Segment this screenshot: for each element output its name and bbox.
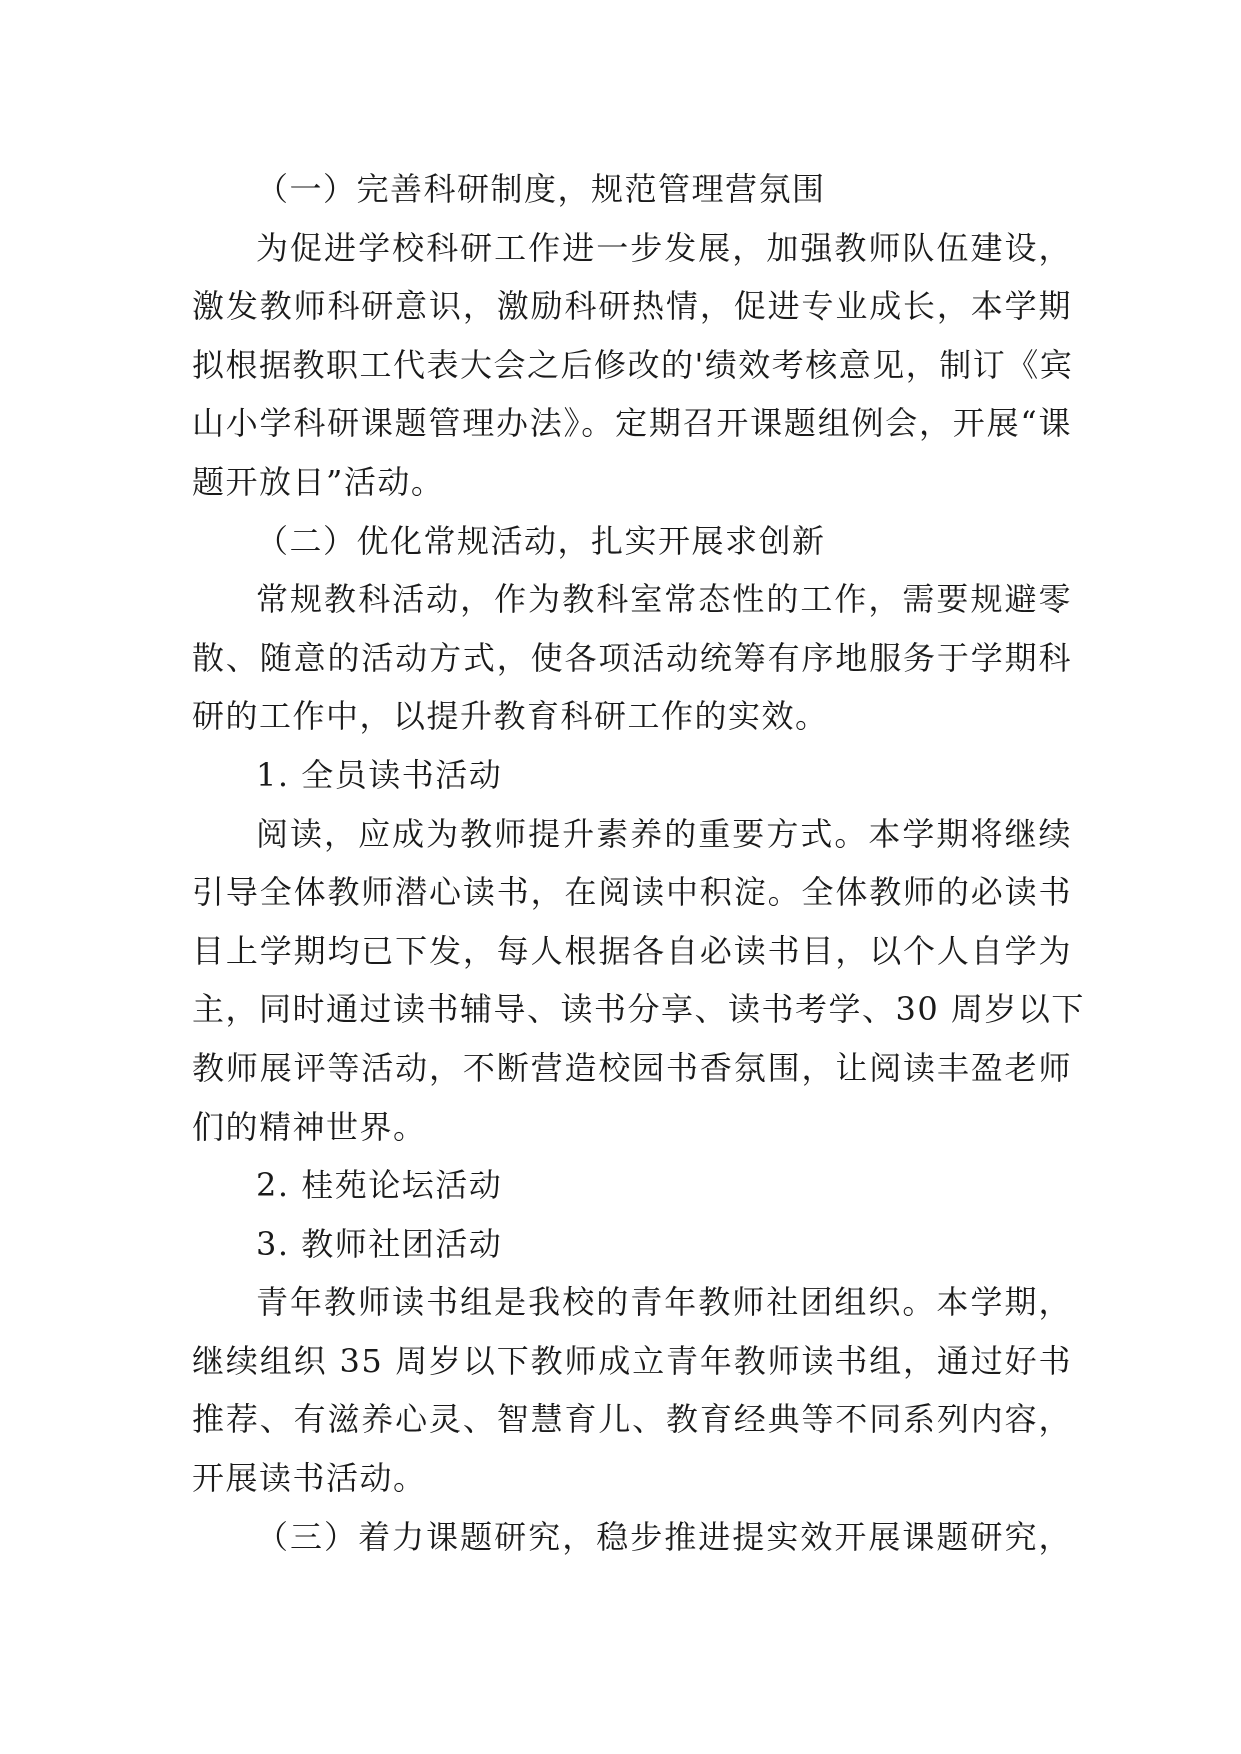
paragraph-line: 教师展评等活动，不断营造校园书香氛围，让阅读丰盈老师 [192,1048,1072,1087]
paragraph-line: 山小学科研课题管理办法》。定期召开课题组例会，开展“课 [192,404,1072,443]
paragraph-line: 研的工作中，以提升教育科研工作的实效。 [192,697,829,736]
paragraph-line: 继续组织 35 周岁以下教师成立青年教师读书组，通过好书 [192,1341,1072,1380]
paragraph-line: 拟根据教职工代表大会之后修改的'绩效考核意见，制订《宾 [192,345,1074,384]
paragraph-line: 青年教师读书组是我校的青年教师社团组织。本学期， [256,1283,1072,1322]
paragraph-line: 阅读，应成为教师提升素养的重要方式。本学期将继续 [256,814,1072,853]
document-body [192,160,1085,1566]
paragraph-line: 推荐、有滋养心灵、智慧育儿、教育经典等不同系列内容， [192,1400,1072,1439]
paragraph-line: 散、随意的活动方式，使各项活动统筹有序地服务于学期科 [192,638,1072,677]
section-heading-2: （二）优化常规活动，扎实开展求创新 [256,521,826,560]
subheading-forum: 2. 桂苑论坛活动 [256,1166,503,1205]
paragraph-line: 常规教科活动，作为教科室常态性的工作，需要规避零 [256,580,1072,619]
section-heading-1: （一）完善科研制度，规范管理营氛围 [256,170,826,208]
paragraph-line: 主，同时通过读书辅导、读书分享、读书考学、30 周岁以下 [192,990,1085,1029]
paragraph-line: 目上学期均已下发，每人根据各自必读书目，以个人自学为 [192,931,1072,970]
paragraph-line: 开展读书活动。 [192,1459,427,1498]
paragraph-line: 引导全体教师潜心读书，在阅读中积淀。全体教师的必读书 [192,873,1072,912]
subheading-reading: 1. 全员读书活动 [256,755,503,794]
paragraph-line: 激发教师科研意识，激励科研热情，促进专业成长，本学期 [192,287,1072,326]
section-heading-3: （三）着力课题研究，稳步推进提实效开展课题研究， [256,1517,1072,1556]
paragraph-line: 题开放日”活动。 [192,462,445,501]
paragraph-line: 为促进学校科研工作进一步发展，加强教师队伍建设， [256,228,1072,267]
paragraph-line: 们的精神世界。 [192,1107,427,1146]
subheading-club: 3. 教师社团活动 [256,1224,503,1263]
